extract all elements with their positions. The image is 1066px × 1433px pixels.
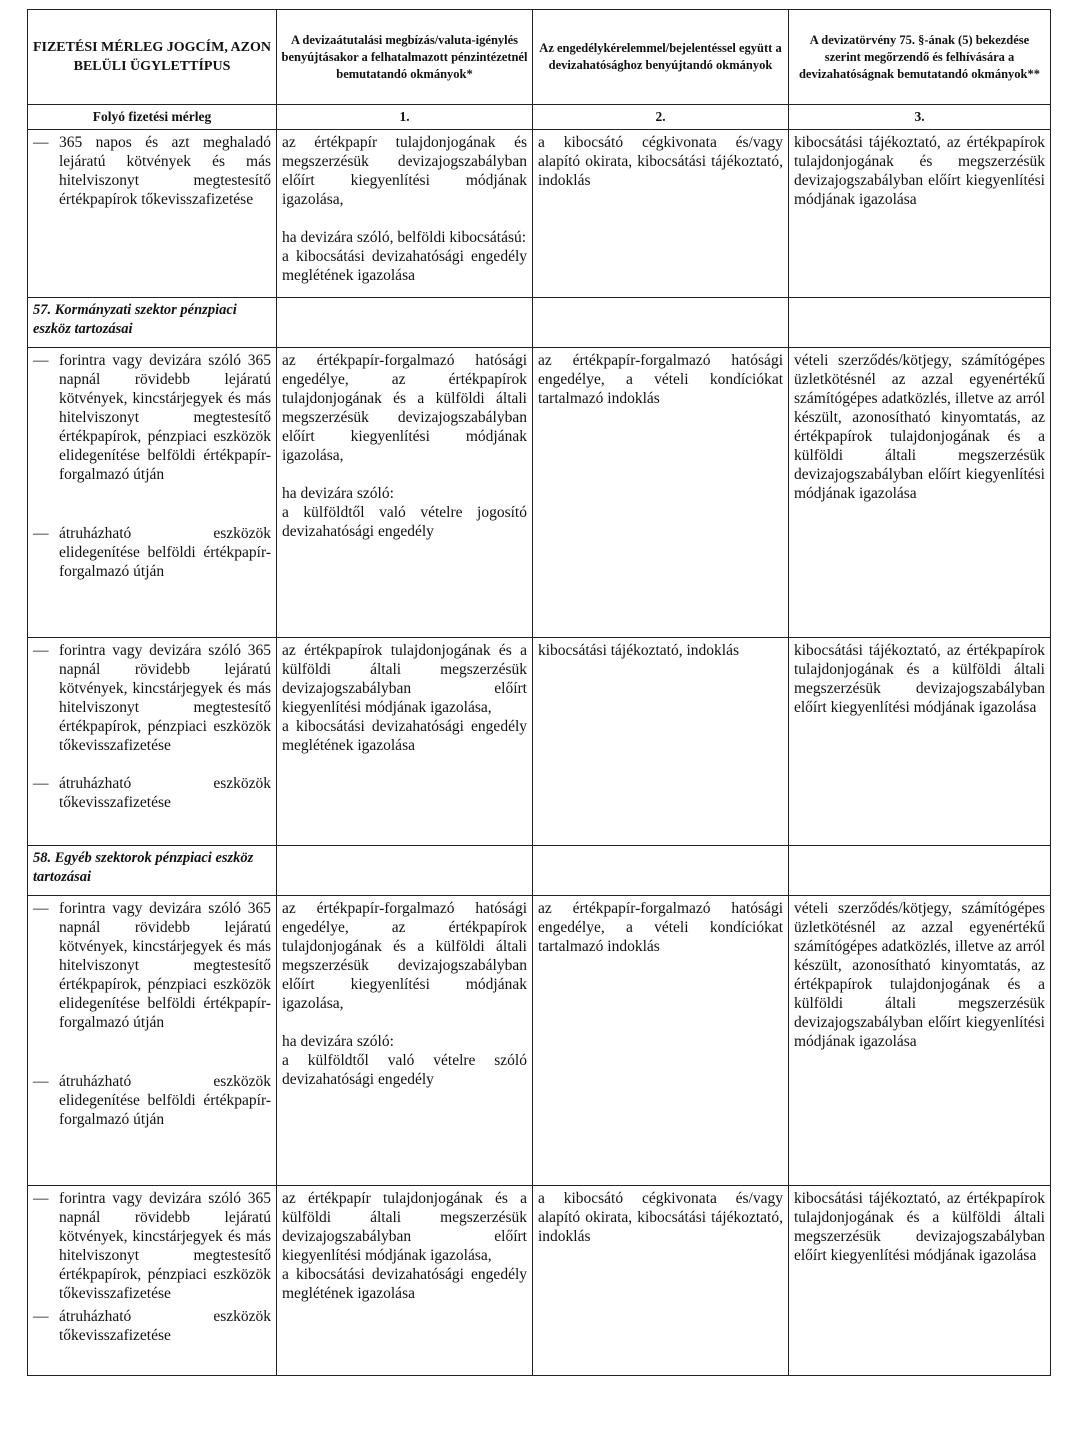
document-text: a kibocsátó cégkivonata és/vagy alapító okirata, kibocsátási tájékoztató, indoklás	[538, 1190, 783, 1245]
transaction-type-cell	[28, 348, 277, 638]
bank-documents-cell	[277, 638, 533, 846]
section-row	[28, 846, 1051, 896]
dash-marker: —	[33, 1073, 49, 1090]
document-condition: ha devizára szóló:	[282, 1033, 394, 1050]
document-text: az értékpapírok tulajdonjogának és a külföldi általi megszerzésük devizajogszabályban előírt kiegyenlítési módjának igazolása,	[282, 642, 527, 716]
dash-marker: —	[33, 134, 49, 151]
document-text: az értékpapír tulajdonjogának és a külföldi általi megszerzésük devizajogszabályban előírt kiegyenlítési módjának igazolása,	[282, 1190, 527, 1264]
header-row	[28, 10, 1051, 105]
transaction-text: átruházható eszközök tőkevisszafizetése	[59, 775, 271, 811]
retained-documents-cell	[789, 896, 1051, 1186]
document-text: az értékpapír-forgalmazó hatósági engedélye, az értékpapírok tulajdonjogának és a külföldi általi megszerzésük devizajogszabályban előírt kiegyenlítési módjának igazolása,	[282, 352, 527, 464]
header-col3: A devizatörvény 75. §-ának (5) bekezdése szerint megőrzendő és felhívására a devizahatóságnak bemutatandó okmányok**	[789, 10, 1051, 105]
retained-documents-cell	[789, 130, 1051, 298]
document-text: a külföldtől való vételre jogosító devizahatósági engedély	[282, 504, 527, 540]
header-title-col0: FIZETÉSI MÉRLEG JOGCÍM, AZON BELÜLI ÜGYLETTÍPUS	[28, 10, 277, 105]
document-text: a kibocsátási devizahatósági engedély meglétének igazolása	[282, 718, 527, 754]
document-text: a kibocsátási devizahatósági engedély meglétének igazolása	[282, 1266, 527, 1302]
bank-documents-cell	[277, 896, 533, 1186]
document-condition: ha devizára szóló, belföldi kibocsátású:	[282, 229, 527, 246]
dash-marker: —	[33, 775, 49, 792]
document-text: kibocsátási tájékoztató, indoklás	[538, 642, 740, 659]
section-row	[28, 298, 1051, 348]
dash-marker: —	[33, 642, 49, 659]
document-text: vételi szerződés/kötjegy, számítógépes üzletkötésnél az azzal egyenértékű számítógépes adatközlés, illetve az arról készült, azonosítható kinyomtatás, az értékpapírok tulajdonjogának és a külföldi általi megszerzésük devizajogszabályban előírt kiegyenlítési módjának igazolása	[794, 352, 1045, 502]
authority-documents-cell	[533, 896, 789, 1186]
document-text: a kibocsátási devizahatósági engedély meglétének igazolása	[282, 248, 527, 284]
column-number-1: 1.	[277, 105, 533, 130]
document-text: vételi szerződés/kötjegy, számítógépes üzletkötésnél az azzal egyenértékű számítógépes adatközlés, illetve az arról készült, azonosítható kinyomtatás, az értékpapírok tulajdonjogának és a külföldi általi megszerzésük devizajogszabályban előírt kiegyenlítési módjának igazolása	[794, 900, 1045, 1050]
table-row	[28, 896, 1051, 1186]
transaction-type-cell	[28, 896, 277, 1186]
transaction-text: átruházható eszközök elidegenítése belföldi értékpapír-forgalmazó útján	[59, 525, 271, 580]
section-label-current-account: Folyó fizetési mérleg	[28, 105, 277, 130]
transaction-text: forintra vagy devizára szóló 365 napnál rövidebb lejáratú kötvények, kincstárjegyek és más hitelviszonyt megtestesítő értékpapírok, pénzpiaci eszközök elidegenítése belföldi értékpapír-forgalmazó útján	[59, 900, 271, 1031]
transaction-type-cell	[28, 1186, 277, 1376]
retained-documents-cell	[789, 348, 1051, 638]
transaction-text: átruházható eszközök elidegenítése belföldi értékpapír-forgalmazó útján	[59, 1073, 271, 1128]
table-row	[28, 130, 1051, 298]
table-row	[28, 348, 1051, 638]
authority-documents-cell	[533, 638, 789, 846]
document-text: az értékpapír-forgalmazó hatósági engedélye, a vételi kondíciókat tartalmazó indoklás	[538, 900, 783, 955]
dash-marker: —	[33, 1190, 49, 1207]
header-col1: A devizaátutalási megbízás/valuta-igénylés benyújtásakor a felhatalmazott pénzintézetnél bemutatandó okmányok*	[277, 10, 533, 105]
authority-documents-cell	[533, 348, 789, 638]
document-text: az értékpapír tulajdonjogának és megszerzésük devizajogszabályban előírt kiegyenlítési módjának igazolása,	[282, 134, 527, 208]
transaction-text: átruházható eszközök tőkevisszafizetése	[59, 1308, 271, 1344]
dash-marker: —	[33, 352, 49, 369]
dash-marker: —	[33, 525, 49, 542]
transaction-text: forintra vagy devizára szóló 365 napnál rövidebb lejáratú kötvények, kincstárjegyek és más hitelviszonyt megtestesítő értékpapírok, pénzpiaci eszközök elidegenítése belföldi értékpapír-forgalmazó útján	[59, 352, 271, 483]
transaction-text: forintra vagy devizára szóló 365 napnál rövidebb lejáratú kötvények, kincstárjegyek és más hitelviszonyt megtestesítő értékpapírok, pénzpiaci eszközök tőkevisszafizetése	[59, 1190, 271, 1302]
dash-marker: —	[33, 900, 49, 917]
document-text: kibocsátási tájékoztató, az értékpapírok tulajdonjogának és a külföldi általi megszerzésük devizajogszabályban előírt kiegyenlítési módjának igazolása	[794, 642, 1045, 716]
table-row	[28, 1186, 1051, 1376]
transaction-type-cell	[28, 638, 277, 846]
authority-documents-cell	[533, 1186, 789, 1376]
document-text: kibocsátási tájékoztató, az értékpapírok tulajdonjogának és a külföldi általi megszerzésük devizajogszabályban előírt kiegyenlítési módjának igazolása	[794, 1190, 1045, 1264]
table-row	[28, 638, 1051, 846]
bank-documents-cell	[277, 130, 533, 298]
document-text: az értékpapír-forgalmazó hatósági engedélye, a vételi kondíciókat tartalmazó indoklás	[538, 352, 783, 407]
document-condition: ha devizára szóló:	[282, 485, 394, 502]
document-table	[27, 9, 1051, 1376]
authority-documents-cell	[533, 130, 789, 298]
section-heading-57: 57. Kormányzati szektor pénzpiaci eszköz tartozásai	[28, 298, 277, 348]
transaction-text: forintra vagy devizára szóló 365 napnál rövidebb lejáratú kötvények, kincstárjegyek és más hitelviszonyt megtestesítő értékpapírok, pénzpiaci eszközök tőkevisszafizetése	[59, 642, 271, 754]
retained-documents-cell	[789, 638, 1051, 846]
section-heading-58: 58. Egyéb szektorok pénzpiaci eszköz tartozásai	[28, 846, 277, 896]
document-text: a kibocsátó cégkivonata és/vagy alapító okirata, kibocsátási tájékoztató, indoklás	[538, 134, 783, 189]
retained-documents-cell	[789, 1186, 1051, 1376]
document-text: kibocsátási tájékoztató, az értékpapírok tulajdonjogának és megszerzésük devizajogszabályban előírt kiegyenlítési módjának igazolása	[794, 134, 1045, 208]
header-col2: Az engedélykérelemmel/bejelentéssel együtt a devizahatósághoz benyújtandó okmányok	[533, 10, 789, 105]
column-number-3: 3.	[789, 105, 1051, 130]
document-text: az értékpapír-forgalmazó hatósági engedélye, az értékpapírok tulajdonjogának és a külföldi általi megszerzésük devizajogszabályban előírt kiegyenlítési módjának igazolása,	[282, 900, 527, 1012]
transaction-text: 365 napos és azt meghaladó lejáratú kötvények és más hitelviszonyt megtestesítő értékpapírok tőkevisszafizetése	[59, 134, 271, 208]
dash-marker: —	[33, 1308, 49, 1325]
transaction-type-cell	[28, 130, 277, 298]
document-text: a külföldtől való vételre szóló devizahatósági engedély	[282, 1052, 527, 1088]
bank-documents-cell	[277, 348, 533, 638]
column-number-row	[28, 105, 1051, 130]
column-number-2: 2.	[533, 105, 789, 130]
bank-documents-cell	[277, 1186, 533, 1376]
